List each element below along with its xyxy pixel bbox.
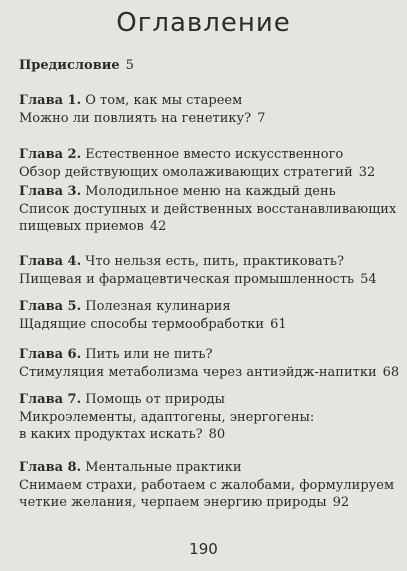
entry-title: Что нельзя есть, пить, практиковать? xyxy=(85,254,344,269)
entry-title: Молодильное меню на каждый день xyxy=(85,184,336,199)
entry-subtitle: Можно ли повлиять на генетику? xyxy=(19,110,252,126)
entry-label: Предисловие xyxy=(19,58,120,73)
entry-label: Глава 5. xyxy=(19,299,82,314)
entry-subtitle: в каких продуктах искать? xyxy=(19,427,203,442)
entry-page: 7 xyxy=(257,110,266,126)
entry-title: О том, как мы стареем xyxy=(85,93,243,108)
entry-label: Глава 1. xyxy=(19,93,82,108)
entry-label: Глава 4. xyxy=(19,254,82,269)
entry-label: Глава 7. xyxy=(19,392,82,407)
entry-label: Глава 2. xyxy=(19,147,82,162)
toc-entry-chapter-5[interactable] xyxy=(19,298,387,333)
toc-entry-preface[interactable] xyxy=(19,57,387,75)
entry-label: Глава 3. xyxy=(19,184,82,199)
toc-entry-chapter-2[interactable] xyxy=(19,146,387,181)
entry-subtitle: Снимаем страхи, работаем с жалобами, формулируем xyxy=(19,477,395,493)
entry-label: Глава 8. xyxy=(19,460,82,475)
toc-entry-chapter-4[interactable] xyxy=(19,253,387,288)
entry-page: 80 xyxy=(208,427,226,442)
entry-title: Полезная кулинария xyxy=(85,299,231,314)
toc-entry-chapter-7[interactable] xyxy=(19,391,387,444)
entry-title: Пить или не пить? xyxy=(85,347,213,362)
toc-entry-chapter-3[interactable] xyxy=(19,183,397,236)
entry-subtitle: четкие желания, черпаем энергию природы xyxy=(19,495,327,510)
entry-page: 32 xyxy=(358,164,376,180)
entry-subtitle: пищевых приемов xyxy=(19,219,144,234)
entry-page: 54 xyxy=(360,271,377,287)
page-title: Оглавление xyxy=(116,8,291,38)
toc-entry-chapter-8[interactable] xyxy=(19,459,395,512)
page-number: 190 xyxy=(189,540,218,558)
entry-title: Ментальные практики xyxy=(85,460,242,475)
entry-title: Естественное вместо искусственного xyxy=(85,147,344,162)
entry-page: 61 xyxy=(270,316,287,332)
entry-subtitle: Щадящие способы термообработки xyxy=(19,316,265,332)
entry-page: 5 xyxy=(125,58,134,73)
entry-page: 68 xyxy=(382,364,400,380)
toc-entry-chapter-1[interactable] xyxy=(19,92,387,127)
entry-subtitle: Список доступных и действенных восстанавливающих xyxy=(19,201,397,217)
entry-subtitle: Микроэлементы, адаптогены, энергогены: xyxy=(19,409,315,425)
entry-label: Глава 6. xyxy=(19,347,82,362)
entry-subtitle: Обзор действующих омолаживающих стратегий xyxy=(19,164,353,180)
entry-subtitle: Пищевая и фармацевтическая промышленность xyxy=(19,271,355,287)
entry-title: Помощь от природы xyxy=(85,392,225,407)
toc-entry-chapter-6[interactable] xyxy=(19,346,400,381)
entry-subtitle: Стимуляция метаболизма через антиэйдж-напитки xyxy=(19,364,377,380)
entry-page: 92 xyxy=(332,495,350,510)
entry-page: 42 xyxy=(149,219,167,234)
